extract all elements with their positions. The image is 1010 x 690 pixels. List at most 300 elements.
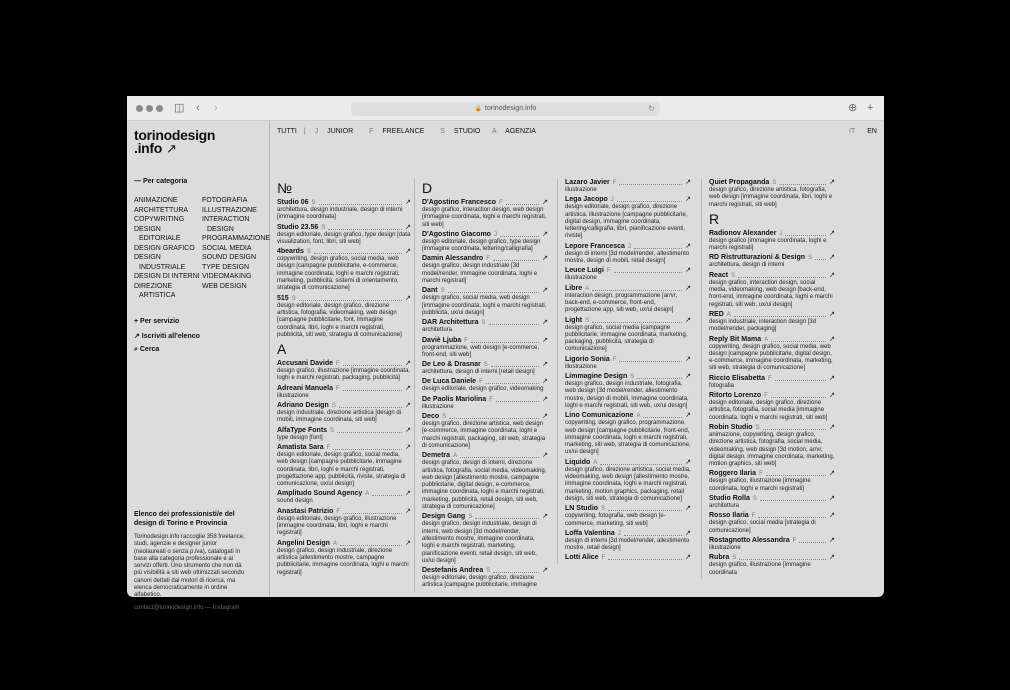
entry-header [277, 224, 411, 232]
directory-entry[interactable] [709, 254, 835, 269]
external-link-icon[interactable]: ↗ [829, 495, 835, 503]
entry-name: De Luca Daniele [422, 378, 477, 386]
external-link-icon[interactable]: ↗ [829, 512, 835, 520]
category-item[interactable]: ANIMAZIONE [134, 197, 178, 204]
dotted-leader [637, 378, 682, 379]
entry-type: F [464, 337, 468, 344]
address-bar[interactable] [351, 102, 660, 116]
category-item[interactable]: DESIGN [134, 254, 161, 261]
sidebar [127, 121, 271, 611]
category-item[interactable]: DESIGN GRAFICO [134, 244, 195, 252]
entry-tags: design editoriale, design grafico, type design [data visualization, font, libri, siti web] [277, 231, 411, 245]
entry-name: Destefanis Andrea [422, 567, 484, 575]
new-tab-icon[interactable]: + [867, 102, 874, 114]
external-link-icon[interactable]: ↗ [542, 567, 548, 575]
lang-it[interactable]: IT [849, 128, 856, 135]
entry-tags: design editoriale, design grafico, videomaking [422, 386, 544, 393]
entry-type: F [601, 555, 606, 562]
entry-tags: illustrazione [565, 187, 597, 193]
entry-header [709, 336, 835, 344]
contact-link[interactable]: contact@torinodesign.info — Instagram [134, 605, 240, 611]
directory-entry[interactable] [565, 317, 691, 354]
external-link-icon[interactable]: ↗ [542, 361, 548, 369]
external-link-icon[interactable]: ↗ [829, 470, 835, 478]
back-icon[interactable]: ‹ [196, 102, 200, 114]
entry-header [565, 373, 691, 381]
category-list-left [134, 196, 200, 301]
entry-tags: architettura, design di interni [retail design] [422, 369, 535, 376]
category-item[interactable]: ARTISTICA [139, 292, 176, 299]
search-link[interactable]: ⌕ Cerca [134, 346, 160, 353]
directory-entry[interactable] [277, 402, 411, 425]
filter-bar [270, 121, 884, 143]
external-link-icon[interactable]: ↗ [542, 199, 548, 206]
external-link-icon[interactable]: ↗ [685, 316, 691, 324]
category-item[interactable]: EDITORIALE [139, 235, 181, 242]
entry-tags: architettura [422, 327, 453, 334]
directory-entry[interactable] [277, 295, 411, 339]
external-link-icon[interactable]: ↗ [685, 196, 691, 204]
external-link-icon[interactable]: ↗ [542, 513, 548, 521]
entry-header [709, 424, 835, 432]
entry-tags: copywriting, design grafico, social media, web design [campagne pubblicitarie, digital design, e-commerce, immagine coordinata, marketing, siti web, strategia di comunicazione] [709, 343, 833, 372]
entry-name: Lega Jacopo [565, 196, 608, 204]
directory-entry[interactable] [422, 413, 548, 450]
entry-name: Studio Rolla [709, 495, 750, 503]
dotted-leader [491, 366, 539, 367]
entry-header [277, 508, 411, 516]
entry-tags: design grafico, direzione artistica, web design [e-commerce, immagine coordinata, loghi e marchi registrati, packaging, siti web, strategia di comunicazione] [422, 421, 546, 449]
entry-name: DAR Architettura [422, 319, 479, 327]
directory-entry[interactable] [277, 199, 411, 222]
entry-type: S [321, 224, 326, 231]
entry-header [277, 199, 411, 207]
entry-name: Accusani Davide [277, 360, 334, 368]
entry-name: Damin Alessandro [422, 255, 484, 263]
directory-entry[interactable] [565, 356, 691, 371]
dotted-leader [496, 401, 539, 402]
dotted-leader [643, 417, 682, 418]
description-title: Elenco dei professionisti/e del design di Torino e Provincia [134, 511, 235, 527]
register-link[interactable]: ↗ Iscriviti all'elenco [134, 333, 200, 340]
category-item[interactable]: INTERACTION [202, 216, 250, 223]
directory-entry[interactable] [709, 230, 835, 253]
entry-type: F [336, 508, 341, 515]
by-category-toggle[interactable]: — Per categoria [134, 178, 188, 185]
dotted-leader [771, 341, 826, 342]
entry-header [709, 254, 835, 262]
external-link-icon[interactable]: ↗ [829, 392, 835, 400]
directory-entry[interactable] [565, 196, 691, 240]
directory-entry[interactable] [709, 311, 835, 334]
directory-entry[interactable] [709, 392, 835, 422]
directory-entry[interactable] [277, 427, 411, 442]
external-link-icon[interactable]: ↗ [542, 378, 548, 386]
entry-tags: interaction design, programmazione [ar/vr, back-end, e-commerce, front-end, progettazione app, siti web, ux/ui design] [565, 292, 678, 314]
dotted-leader [734, 316, 826, 317]
entry-header [565, 267, 691, 275]
entry-tags: design grafico, design industriale, fotografia, web design [3d model/render, allestimento mostre, design di mobili, immagine coordinata, loghi e marchi registrati, siti web, ux/ui design] [565, 381, 689, 409]
entry-header [565, 243, 691, 251]
category-item[interactable]: DESIGN [134, 225, 161, 233]
directory-entry[interactable] [422, 513, 548, 565]
external-link-icon[interactable]: ↗ [542, 319, 548, 327]
directory-entry[interactable] [277, 490, 411, 505]
entry-header [709, 554, 835, 562]
external-link-icon[interactable]: ↗ [685, 284, 691, 292]
directory-entry[interactable] [565, 179, 691, 194]
entry-type: A [585, 285, 590, 292]
entry-header [422, 255, 548, 263]
dotted-leader [343, 513, 402, 514]
external-link-icon[interactable]: ↗ [542, 230, 548, 238]
directory-entry[interactable] [277, 360, 411, 383]
external-link-icon[interactable]: ↗ [829, 335, 835, 343]
entry-name: LN Studio [565, 505, 599, 513]
filter-agency[interactable]: A AGENZIA [491, 128, 536, 135]
entry-header [565, 412, 691, 420]
downloads-icon[interactable]: ⊕ [848, 102, 858, 114]
directory-entry[interactable] [565, 505, 691, 528]
category-item[interactable]: FOTOGRAFIA [202, 197, 248, 204]
external-link-icon[interactable]: ↗ [405, 223, 411, 231]
entry-name: Radionov Alexander [709, 229, 777, 237]
directory-entry[interactable] [565, 554, 691, 562]
entry-type: F [751, 513, 756, 520]
category-item[interactable]: WEB DESIGN [202, 282, 247, 290]
entry-tags: illustrazione [422, 403, 454, 410]
directory-entry[interactable] [565, 285, 691, 315]
external-link-icon[interactable]: ↗ [685, 554, 691, 562]
entry-tags: design industriale, interaction design [3d model/render, packaging] [709, 318, 817, 333]
dotted-leader [739, 559, 826, 560]
entry-type: S [601, 506, 606, 513]
entry-tags: design di interni [3d model/render, allestimento mostre, retail design] [565, 537, 690, 552]
forward-icon[interactable]: › [214, 102, 218, 114]
entry-name: De Leo & Drasnar [422, 361, 481, 369]
dotted-leader [634, 248, 682, 249]
entry-name: Deco [422, 413, 440, 421]
entry-name: React [709, 271, 729, 279]
entry-tags: programmazione, web design [e-commerce, front-end, siti web] [422, 344, 540, 358]
entry-name: Lazaro Javier [565, 179, 610, 186]
directory-entry[interactable] [565, 267, 691, 282]
entry-name: Lepore Francesca [565, 242, 625, 250]
entry-name: Demetra [422, 452, 451, 460]
directory-entry[interactable] [422, 255, 548, 285]
directory-entry[interactable] [277, 508, 411, 538]
external-link-icon[interactable]: ↗ [405, 199, 411, 206]
entry-name: Anastasi Patrizio [277, 507, 334, 515]
dotted-leader [763, 429, 827, 430]
external-link-icon[interactable]: ↗ [405, 294, 411, 302]
directory-entry[interactable] [565, 459, 691, 503]
directory-entry[interactable] [565, 412, 691, 456]
entry-tags: design industriale, direzione artistica [design di mobili, immagine coordinata, siti web] [277, 410, 402, 424]
external-link-icon[interactable]: ↗ [829, 254, 835, 262]
entry-name: De Paolis Mariolina [422, 395, 487, 403]
entry-name: Libre [565, 284, 583, 292]
directory-column-4 [701, 179, 835, 579]
directory-entry[interactable] [709, 375, 835, 390]
external-link-icon[interactable]: ↗ [542, 452, 548, 460]
directory-entry[interactable] [422, 199, 548, 229]
external-link-icon[interactable]: ↗ [405, 402, 411, 410]
category-item[interactable]: VIDEOMAKING [202, 273, 252, 280]
category-list-right [202, 196, 270, 291]
entry-header [565, 196, 691, 204]
directory-entry[interactable] [277, 540, 411, 577]
external-link-icon[interactable]: ↗ [405, 539, 411, 547]
directory-entry[interactable] [709, 495, 835, 510]
directory-column-3 [557, 179, 691, 564]
dotted-leader [771, 397, 826, 398]
dotted-leader [608, 510, 682, 511]
directory-entry[interactable] [277, 385, 411, 400]
by-service-toggle[interactable]: + Per servizio [134, 318, 180, 325]
dotted-leader [493, 572, 539, 573]
category-item[interactable]: DIREZIONE [134, 282, 173, 290]
entry-name: Amplitudo Sound Agency [277, 490, 363, 498]
directory-entry[interactable] [709, 424, 835, 468]
external-link-icon[interactable]: ↗ [829, 374, 835, 382]
entry-tags: type design [font] [277, 434, 323, 441]
dotted-leader [493, 260, 539, 261]
external-link-icon[interactable]: ↗ [829, 310, 835, 318]
entry-name: Ligorio Sonia [565, 355, 610, 363]
external-link-icon[interactable]: ↗ [829, 271, 835, 279]
external-link-icon[interactable]: ↗ [685, 373, 691, 381]
entry-name: Adreani Manuela [277, 384, 334, 392]
entry-header [277, 444, 411, 452]
directory-entry[interactable] [277, 224, 411, 247]
entry-header [277, 490, 411, 498]
site-logo[interactable] [134, 129, 215, 155]
external-link-icon[interactable]: ↗ [405, 490, 411, 498]
directory-entry[interactable] [709, 272, 835, 309]
entry-type: S [311, 200, 316, 206]
entry-name: Quiet Propaganda [709, 179, 770, 186]
directory-entry[interactable] [422, 378, 548, 393]
entry-header [422, 337, 548, 345]
entry-tags: illustrazione [709, 544, 741, 551]
entry-tags: design grafico, design di interni, direzione artistica, fotografia, social media, videomaking, web design [allestimento mostre, campagne pubblicitarie, digital design, e-commerce, immagine coordinata, loghi e marchi registrati, marketing, pubblicità, retail design, siti web, strategia di comunicazione] [422, 460, 547, 511]
site-description [134, 510, 246, 600]
entry-type: S [752, 496, 757, 503]
entry-tags: illustrazione [277, 392, 309, 399]
entry-name: Roggero Ilaria [709, 470, 757, 478]
letter-heading: R [709, 210, 720, 227]
category-item[interactable]: SOCIAL MEDIA [202, 244, 252, 252]
directory-entry[interactable] [277, 248, 411, 292]
entry-header [422, 567, 548, 575]
entry-type: F [612, 180, 617, 186]
external-link-icon[interactable]: ↗ [542, 336, 548, 344]
external-link-icon[interactable]: ↗ [829, 554, 835, 562]
dotted-leader [592, 322, 682, 323]
entry-header [422, 361, 548, 369]
entry-tags: design grafico, design industriale, direzione artistica [allestimento mostre, campagne pubblicitarie, immagine coordinata, loghi e marchi registrati] [277, 547, 409, 576]
dotted-leader [328, 229, 402, 230]
category-item[interactable]: INDUSTRIALE [139, 263, 186, 271]
entry-name: Lotti Alice [565, 554, 599, 562]
entry-header [565, 179, 691, 187]
lang-en[interactable]: EN [867, 128, 877, 135]
entry-tags: design grafico, design industriale [3d model/render, immagine coordinata, loghi e marchi registrati] [422, 263, 538, 285]
directory-entry[interactable] [422, 319, 548, 334]
category-item[interactable]: ARCHITETTURA [134, 206, 189, 214]
directory-entry[interactable] [422, 452, 548, 511]
entry-type: S [481, 320, 486, 327]
filter-junior[interactable]: J JUNIOR [314, 128, 354, 135]
entry-type: S [330, 427, 335, 434]
entry-type: S [486, 568, 491, 575]
external-link-icon[interactable]: ↗ [685, 529, 691, 537]
dotted-leader [449, 418, 539, 419]
entry-tags: design grafico, social media [strategia di comunicazione] [709, 520, 816, 534]
category-item[interactable]: ILLUSTRAZIONE [202, 206, 257, 214]
directory-entry[interactable] [565, 530, 691, 553]
entry-header [422, 199, 548, 207]
entry-name: Reply Bit Mama [709, 335, 762, 343]
directory-entry[interactable] [422, 396, 548, 411]
external-link-icon[interactable]: ↗ [405, 507, 411, 515]
external-link-icon[interactable]: ↗ [405, 384, 411, 392]
letter-heading: D [422, 180, 433, 196]
filter-freelance[interactable]: F FREELANCE [369, 128, 425, 135]
directory-entry[interactable] [565, 243, 691, 266]
directory-entry[interactable] [709, 470, 835, 493]
external-link-icon[interactable]: ↗ [685, 355, 691, 363]
entry-header [709, 272, 835, 280]
directory-entry[interactable] [277, 444, 411, 488]
category-item[interactable]: SOUND DESIGN [202, 254, 257, 261]
entry-type: J [610, 197, 614, 204]
external-link-icon[interactable]: ↗ [685, 267, 691, 275]
external-link-icon[interactable]: ↗ [685, 412, 691, 420]
dotted-leader [614, 272, 683, 273]
external-link-icon[interactable]: ↗ [542, 287, 548, 295]
description-body: Torinodesign.info raccoglie 358 freelance, studi, agenzie e designer junior (neolaureati o senza p.iva), catalogati in base alla categoria professionale e ai servizi offerti. Uno strumento che non dà più visibilità a siti web ottimizzati secondo canoni dettati dai motori di ricerca, ma elenca democraticamente in ordine alfabetico. [134, 534, 245, 599]
letter-heading: A [277, 341, 287, 358]
directory-entry[interactable] [422, 231, 548, 254]
entry-name: RD Ristrutturazioni & Design [709, 254, 806, 262]
directory-entry[interactable] [565, 373, 691, 410]
entry-tags: design grafico, social media, web design [immagine coordinata, loghi e marchi registrati, pubblicità, ux/ui design] [422, 295, 547, 316]
entry-tags: design editoriale, design grafico, direzione artistica, illustrazione [campagne pubblicitarie, digital design, immagine coordinata, lettering/calligrafia, libri, pianificazione eventi, riviste] [565, 204, 688, 240]
entry-type: S [585, 317, 590, 324]
entry-header [277, 385, 411, 393]
sidebar-toggle-icon[interactable]: ◫ [174, 102, 185, 114]
directory-entry[interactable] [422, 567, 548, 590]
external-link-icon[interactable]: ↗ [829, 536, 835, 544]
category-item[interactable]: TYPE DESIGN [202, 263, 250, 271]
entry-name: AlfaType Fonts [277, 426, 328, 434]
entry-type: S [630, 374, 635, 381]
directory-entry[interactable] [709, 512, 835, 535]
external-link-icon[interactable]: ↗ [685, 179, 691, 186]
external-link-icon[interactable]: ↗ [685, 458, 691, 466]
entry-type: S [440, 288, 445, 295]
entry-tags: copywriting, design grafico, social media, web design [campagne pubblicitarie, e-commerce, immagine coordinata, loghi e marchi registrati, marketing, pubblicità, sistemi di orientamento, strategia di comunicazione] [277, 256, 400, 292]
entry-header [709, 230, 835, 238]
directory-entry[interactable] [709, 554, 835, 577]
category-item[interactable]: PROGRAMMAZIONE [202, 235, 271, 242]
category-item[interactable]: COPYWRITING [134, 216, 185, 223]
external-link-icon[interactable]: ↗ [829, 423, 835, 431]
entry-type: S [772, 180, 777, 186]
logo-line-2: .info [134, 140, 163, 156]
external-link-icon[interactable]: ↗ [405, 360, 411, 368]
category-item[interactable]: DESIGN [207, 225, 234, 233]
filter-studio[interactable]: S STUDIO [440, 128, 481, 135]
url-text: torinodesign.info [485, 105, 537, 112]
entry-type: A [764, 336, 769, 343]
external-link-icon[interactable]: ↗ [542, 395, 548, 403]
entry-type: F [764, 393, 768, 400]
entry-name: Angelini Design [277, 539, 330, 547]
directory-entry[interactable] [709, 179, 835, 209]
directory-entry[interactable] [422, 361, 548, 376]
entry-name: Ritorto Lorenzo [709, 392, 762, 400]
entry-name: Rosso Ilaria [709, 512, 749, 520]
zoom-window-button[interactable] [156, 105, 163, 112]
external-link-icon[interactable]: ↗ [542, 413, 548, 421]
entry-name: Studio 06 [277, 199, 309, 206]
external-link-icon[interactable]: ↗ [829, 229, 835, 237]
entry-tags: architettura, design di interni [709, 262, 785, 269]
minimize-window-button[interactable] [146, 105, 153, 112]
entry-header [422, 513, 548, 521]
entry-tags: design grafico, illustrazione [immagine coordinata, loghi e marchi registrati] [709, 478, 811, 492]
directory-entry[interactable] [422, 287, 548, 317]
category-item[interactable]: DESIGN DI INTERNI [134, 273, 200, 280]
entry-name: Studio 23.56 [277, 223, 319, 231]
entry-tags: design di interni [3d model/render, allestimento mostre, design di mobili, retail design] [565, 250, 690, 265]
entry-header [422, 319, 548, 327]
entry-type: F [336, 361, 340, 368]
dotted-leader [799, 542, 826, 543]
divider: | [303, 128, 306, 135]
entry-header [277, 295, 411, 303]
entry-type: F [486, 256, 490, 263]
external-link-icon[interactable]: ↗ [685, 505, 691, 513]
entry-type: A [726, 311, 731, 318]
dotted-leader [343, 390, 402, 391]
external-link-icon[interactable]: ↗ [829, 179, 835, 186]
entry-header [277, 427, 411, 435]
entry-type: F [489, 396, 493, 403]
directory-entry[interactable] [709, 336, 835, 373]
dotted-leader [475, 518, 539, 519]
directory-entry[interactable] [422, 337, 548, 360]
entry-type: S [755, 424, 760, 431]
external-link-icon[interactable]: ↗ [685, 242, 691, 250]
filter-all[interactable]: TUTTI [277, 128, 297, 135]
dotted-leader [619, 184, 682, 185]
external-link-icon[interactable]: ↗ [405, 443, 411, 451]
reload-icon[interactable]: ↻ [648, 104, 655, 113]
external-link-icon[interactable]: ↗ [542, 255, 548, 263]
close-window-button[interactable] [136, 105, 143, 112]
entry-type: F [792, 537, 797, 544]
entry-name: Daviè Ljuba [422, 336, 462, 344]
directory-entry[interactable] [709, 537, 835, 552]
dotted-leader [489, 324, 540, 325]
entry-name: 4beards [277, 248, 304, 256]
external-link-icon[interactable]: ↗ [405, 248, 411, 256]
external-link-icon[interactable]: ↗ [405, 426, 411, 434]
